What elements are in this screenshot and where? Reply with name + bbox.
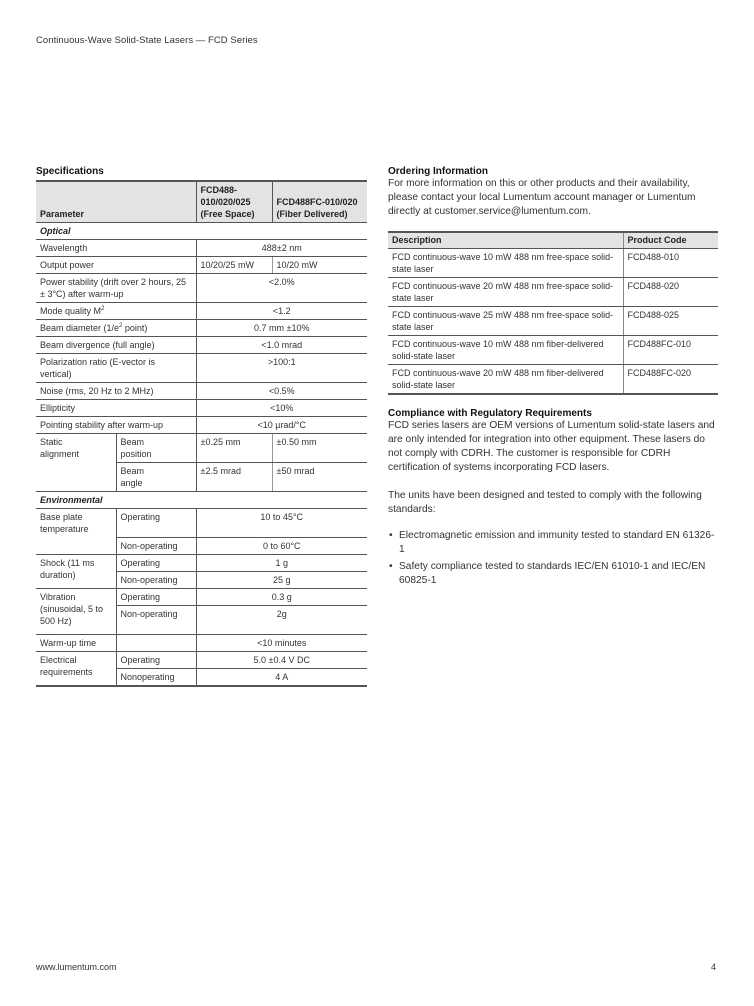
- table-row: [388, 336, 718, 365]
- product-description: FCD continuous-wave 10 mW 488 nm fiber-delivered solid-state laser: [388, 336, 623, 365]
- col-header-description: Description: [388, 232, 623, 249]
- compliance-title: Compliance with Regulatory Requirements: [388, 408, 592, 419]
- table-row: [36, 652, 367, 669]
- col-header-free-space-line1: FCD488-: [200, 185, 238, 195]
- product-code: FCD488FC-010: [623, 336, 718, 365]
- specifications-title: Specifications: [36, 166, 104, 177]
- param-value: 4 A: [196, 669, 367, 687]
- table-row: [388, 307, 718, 336]
- bullet-icon: •: [389, 530, 393, 541]
- param-value: <1.2: [196, 303, 367, 320]
- product-description: FCD continuous-wave 25 mW 488 nm free-space solid-state laser: [388, 307, 623, 336]
- ordering-header-row: [388, 232, 718, 249]
- param-value: 10 to 45°C: [196, 509, 367, 538]
- col-header-free-space: [196, 181, 272, 223]
- param-value: 5.0 ±0.4 V DC: [196, 652, 367, 669]
- param-label: [36, 303, 196, 320]
- standard-text: Electromagnetic emission and immunity tested to standard EN 61326-1: [399, 530, 715, 555]
- param-value: >100:1: [196, 354, 367, 383]
- product-code: FCD488FC-020: [623, 365, 718, 395]
- param-value: 0 to 60°C: [196, 538, 367, 555]
- param-value: <1.0 mrad: [196, 337, 367, 354]
- col-header-fiber-line2: (Fiber Delivered): [276, 209, 348, 219]
- table-row: [36, 509, 367, 538]
- col-header-fiber-line1: FCD488FC-010/020: [276, 197, 358, 207]
- col-header-free-space-line3: (Free Space): [200, 209, 255, 219]
- param-value: 25 g: [196, 572, 367, 589]
- col-header-fiber: [272, 181, 367, 223]
- param-value: <10%: [196, 400, 367, 417]
- col-header-free-space-line2: 010/020/025: [200, 197, 251, 207]
- param-value-fiber: ±50 mrad: [272, 463, 367, 492]
- product-description: FCD continuous-wave 20 mW 488 nm fiber-delivered solid-state laser: [388, 365, 623, 395]
- param-value-free-space: 10/20/25 mW: [196, 257, 272, 274]
- table-row: [36, 555, 367, 572]
- table-row: [36, 400, 367, 417]
- param-label: Output power: [36, 257, 196, 274]
- running-header-title: Continuous-Wave Solid-State Lasers — FCD Series: [36, 35, 258, 46]
- param-label-text: Beam diameter (1/e: [40, 323, 120, 333]
- product-description: FCD continuous-wave 10 mW 488 nm free-space solid-state laser: [388, 249, 623, 278]
- param-sublabel: Beam position: [116, 434, 196, 463]
- list-item: [389, 560, 718, 588]
- product-code: FCD488-020: [623, 278, 718, 307]
- param-value: 1 g: [196, 555, 367, 572]
- table-row: [388, 278, 718, 307]
- param-value-fiber: 10/20 mW: [272, 257, 367, 274]
- param-value: 2g: [196, 606, 367, 635]
- compliance-text: FCD series lasers are OEM versions of Lumentum solid-state lasers and are only intended for integration into other equipment. These lasers do not comply with CDRH. The customer is responsible for CDRH certification of systems incorporating FCD lasers.: [388, 420, 715, 473]
- param-value-fiber: ±0.50 mm: [272, 434, 367, 463]
- table-row: [36, 320, 367, 337]
- spec-header-row: [36, 181, 367, 223]
- param-label: Pointing stability after warm-up: [36, 417, 196, 434]
- group-label-environmental: Environmental: [36, 492, 367, 509]
- param-label: Shock (11 ms duration): [36, 555, 116, 589]
- param-sublabel: Nonoperating: [116, 669, 196, 687]
- param-value: 488±2 nm: [196, 240, 367, 257]
- col-header-product-code: Product Code: [623, 232, 718, 249]
- table-row: [36, 635, 367, 652]
- param-label: [36, 320, 196, 337]
- param-label: Power stability (drift over 2 hours, 25 ± 3°C) after warm-up: [36, 274, 196, 303]
- param-label: Noise (rms, 20 Hz to 2 MHz): [36, 383, 196, 400]
- table-row: [36, 383, 367, 400]
- col-header-parameter: Parameter: [36, 181, 196, 223]
- specifications-section: [36, 166, 367, 687]
- product-description: FCD continuous-wave 20 mW 488 nm free-space solid-state laser: [388, 278, 623, 307]
- ordering-compliance-section: [388, 166, 718, 591]
- table-row: [388, 249, 718, 278]
- param-value: 0.7 mm ±10%: [196, 320, 367, 337]
- param-sublabel: Beam angle: [116, 463, 196, 492]
- group-row-optical: [36, 223, 367, 240]
- product-code: FCD488-010: [623, 249, 718, 278]
- param-sublabel: Operating: [116, 509, 196, 538]
- group-row-environmental: [36, 492, 367, 509]
- param-sublabel: Operating: [116, 589, 196, 606]
- param-value: 0.3 g: [196, 589, 367, 606]
- param-sublabel: Operating: [116, 652, 196, 669]
- param-label: Warm-up time: [36, 635, 116, 652]
- ordering-text: For more information on this or other products and their availability, please contact your local Lumentum account manager or Lumentum directly at customer.service@lumentum.com.: [388, 178, 696, 217]
- param-label: Vibration (sinusoidal, 5 to 500 Hz): [36, 589, 116, 635]
- param-sublabel: Non-operating: [116, 538, 196, 555]
- list-item: [389, 529, 718, 557]
- standard-text: Safety compliance tested to standards IEC/EN 61010-1 and IEC/EN 60825-1: [399, 561, 706, 586]
- param-label: Beam divergence (full angle): [36, 337, 196, 354]
- ordering-title: Ordering Information: [388, 166, 488, 177]
- footer-website-link[interactable]: www.lumentum.com: [36, 962, 117, 972]
- product-code: FCD488-025: [623, 307, 718, 336]
- table-row: [36, 337, 367, 354]
- param-sublabel: Non-operating: [116, 606, 196, 635]
- table-row: [36, 354, 367, 383]
- table-row: [36, 589, 367, 606]
- param-value: <2.0%: [196, 274, 367, 303]
- table-row: [388, 365, 718, 395]
- param-sublabel-empty: [116, 635, 196, 652]
- table-row: [36, 274, 367, 303]
- bullet-icon: •: [389, 561, 393, 572]
- param-sublabel: Non-operating: [116, 572, 196, 589]
- param-label-text: point): [122, 323, 148, 333]
- table-row: [36, 257, 367, 274]
- param-label: Electrical requirements: [36, 652, 116, 687]
- table-row: [36, 303, 367, 320]
- superscript: 2: [101, 306, 105, 312]
- standards-intro: The units have been designed and tested to comply with the following standards:: [388, 490, 702, 515]
- param-sublabel: Operating: [116, 555, 196, 572]
- ordering-table: [388, 231, 718, 395]
- param-label: Ellipticity: [36, 400, 196, 417]
- table-row: [36, 417, 367, 434]
- param-value-free-space: ±0.25 mm: [196, 434, 272, 463]
- param-label: Wavelength: [36, 240, 196, 257]
- param-label: Static alignment: [36, 434, 116, 492]
- compliance-section: [388, 408, 718, 588]
- param-label: Polarization ratio (E-vector is vertical): [36, 354, 196, 383]
- page-number: 4: [711, 962, 717, 972]
- group-label-optical: Optical: [36, 223, 367, 240]
- specifications-table: [36, 180, 367, 687]
- param-value: <10 µrad/°C: [196, 417, 367, 434]
- param-label: Base plate temperature: [36, 509, 116, 555]
- standards-list: [388, 529, 718, 588]
- param-value: <10 minutes: [196, 635, 367, 652]
- param-value: <0.5%: [196, 383, 367, 400]
- table-row: [36, 240, 367, 257]
- table-row: [36, 434, 367, 463]
- param-label-text: Mode quality M: [40, 306, 102, 316]
- param-value-free-space: ±2.5 mrad: [196, 463, 272, 492]
- superscript: 2: [119, 323, 123, 329]
